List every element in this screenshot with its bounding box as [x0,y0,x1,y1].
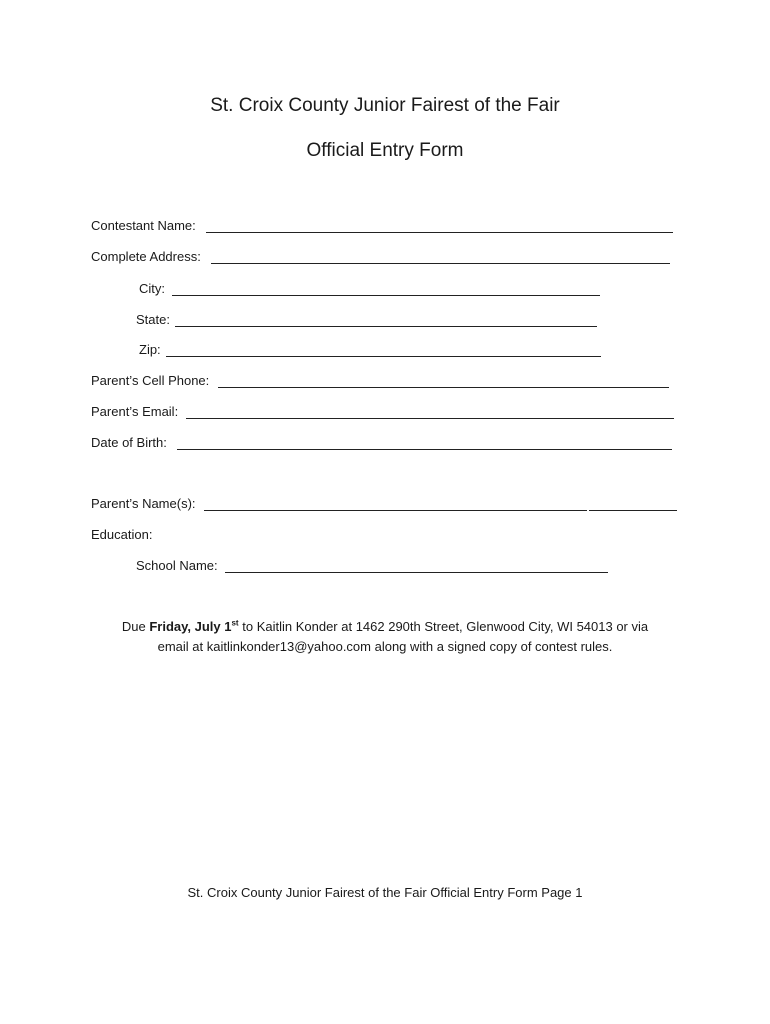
school-name-label: School Name: [136,558,218,573]
due-note-line-1 [0,619,770,634]
parent-cell-phone-field[interactable] [218,387,669,388]
parent-email-field[interactable] [186,418,674,419]
date-of-birth-label: Date of Birth: [91,435,167,450]
form-title: St. Croix County Junior Fairest of the Fair [210,95,560,116]
contestant-name-field[interactable] [206,232,673,233]
parent-names-field[interactable] [204,510,587,511]
school-name-field[interactable] [225,572,608,573]
page-footer: St. Croix County Junior Fairest of the Fair Official Entry Form Page 1 [187,885,583,900]
due-prefix: Due [121,619,146,634]
zip-label: Zip: [139,342,161,357]
parent-email-label: Parent’s Email: [91,404,179,419]
parent-names-label: Parent’s Name(s): [91,496,196,511]
parent-names-field-extension[interactable] [589,510,677,511]
date-of-birth-field[interactable] [177,449,672,450]
state-field[interactable] [175,326,597,327]
due-note-rest: to Kaitlin Konder at 1462 290th Street, Glenwood City, WI 54013 or via [242,619,649,634]
city-label: City: [139,281,165,296]
due-date: Friday, July 1st [149,618,239,634]
education-label: Education: [91,527,153,542]
zip-field[interactable] [166,356,601,357]
complete-address-label: Complete Address: [91,249,201,264]
complete-address-field[interactable] [211,263,670,264]
form-subtitle: Official Entry Form [306,140,464,161]
parent-cell-phone-label: Parent’s Cell Phone: [91,373,210,388]
contestant-name-label: Contestant Name: [91,218,196,233]
due-note-line-2: email at kaitlinkonder13@yahoo.com along with a signed copy of contest rules. [157,639,613,654]
city-field[interactable] [172,295,600,296]
state-label: State: [136,312,170,327]
